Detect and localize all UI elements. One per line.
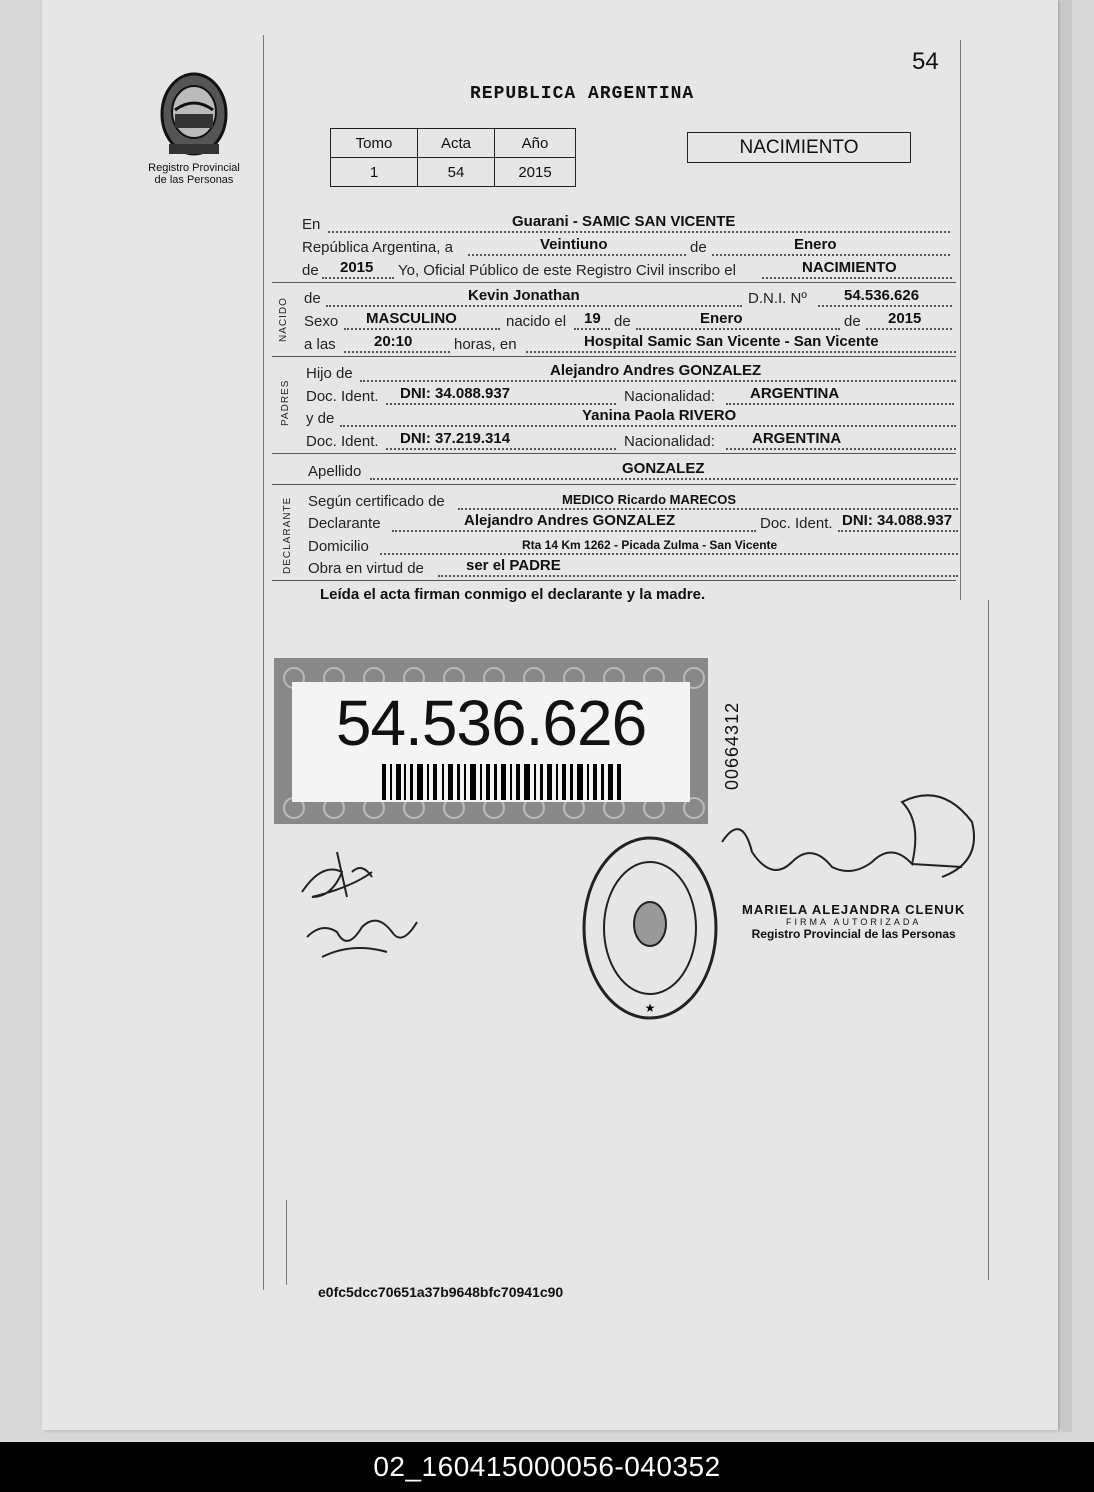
label-doc-ident: Doc. Ident. bbox=[306, 433, 379, 450]
closing-statement: Leída el acta firman conmigo el declarante y la madre. bbox=[320, 586, 706, 603]
value-sex: MASCULINO bbox=[366, 310, 457, 327]
dotted-line bbox=[344, 327, 500, 330]
dotted-line bbox=[726, 447, 956, 450]
registry-name-line1: Registro Provincial bbox=[148, 162, 240, 174]
header-ano: Año bbox=[495, 129, 576, 158]
header-tomo: Tomo bbox=[331, 129, 418, 158]
authority-office: Registro Provincial de las Personas bbox=[751, 927, 956, 941]
label-y-de: y de bbox=[306, 410, 335, 427]
barcode-panel bbox=[292, 682, 690, 802]
label-dni: D.N.I. Nº bbox=[748, 290, 807, 307]
value-mother-nationality: ARGENTINA bbox=[752, 430, 842, 447]
sheet-edge bbox=[1062, 0, 1072, 1432]
row-certificate bbox=[308, 490, 958, 512]
dotted-line bbox=[712, 253, 950, 256]
dotted-line bbox=[326, 304, 742, 307]
registry-seal-icon bbox=[580, 832, 720, 1024]
value-acta: 54 bbox=[418, 158, 495, 187]
record-table bbox=[330, 128, 576, 187]
value-address: Rta 14 Km 1262 - Picada Zulma - San Vicente bbox=[522, 538, 778, 552]
id-barcode-label bbox=[274, 658, 708, 824]
section-divider bbox=[272, 453, 956, 454]
value-tomo: 1 bbox=[331, 158, 418, 187]
label-domicilio: Domicilio bbox=[308, 538, 369, 555]
label-apellido: Apellido bbox=[308, 463, 362, 480]
coat-of-arms-icon bbox=[151, 66, 237, 158]
value-declarant-doc: DNI: 34.088.937 bbox=[842, 512, 953, 529]
page-number: 54 bbox=[912, 48, 939, 75]
row-place bbox=[302, 213, 950, 235]
label-doc-ident-decl: Doc. Ident. bbox=[760, 515, 833, 532]
label-hijo-de: Hijo de bbox=[306, 365, 353, 382]
header-acta: Acta bbox=[418, 129, 495, 158]
dotted-line bbox=[438, 574, 958, 577]
label-de-year: de bbox=[302, 262, 319, 279]
label-sexo: Sexo bbox=[304, 313, 339, 330]
row-surname bbox=[308, 460, 958, 482]
authority-signature-icon bbox=[712, 782, 984, 908]
value-birth-place: Hospital Samic San Vicente - San Vicente bbox=[584, 333, 879, 350]
dotted-line bbox=[636, 327, 840, 330]
value-capacity: ser el PADRE bbox=[466, 557, 561, 574]
row-capacity bbox=[308, 557, 958, 579]
right-margin-line bbox=[960, 40, 961, 600]
value-child-name: Kevin Jonathan bbox=[468, 287, 580, 304]
label-yo-oficial: Yo, Oficial Público de este Registro Civil inscribo el bbox=[398, 262, 736, 279]
province-logo bbox=[142, 66, 246, 186]
label-doc-ident: Doc. Ident. bbox=[306, 388, 379, 405]
svg-text:★: ★ bbox=[644, 1001, 656, 1015]
value-ano: 2015 bbox=[495, 158, 576, 187]
row-date bbox=[302, 236, 950, 258]
inner-margin-line bbox=[286, 1200, 287, 1285]
dotted-line bbox=[838, 529, 958, 532]
value-mother-name: Yanina Paola RIVERO bbox=[582, 407, 737, 424]
dotted-line bbox=[818, 304, 952, 307]
dotted-line bbox=[370, 477, 958, 480]
label-horas-en: horas, en bbox=[454, 336, 517, 353]
dotted-line bbox=[386, 402, 616, 405]
label-republica: República Argentina, a bbox=[302, 239, 453, 256]
section-divider bbox=[272, 356, 956, 357]
value-father-name: Alejandro Andres GONZALEZ bbox=[550, 362, 762, 379]
value-declarant: Alejandro Andres GONZALEZ bbox=[464, 512, 676, 529]
row-father-doc bbox=[306, 385, 954, 407]
dotted-line bbox=[458, 507, 958, 510]
value-birth-time: 20:10 bbox=[374, 333, 413, 350]
dotted-line bbox=[344, 350, 450, 353]
section-divider bbox=[272, 580, 956, 581]
label-serial-number: 00664312 bbox=[722, 701, 742, 790]
document-title: REPUBLICA ARGENTINA bbox=[470, 84, 695, 104]
dotted-line bbox=[726, 402, 954, 405]
row-address bbox=[308, 535, 958, 557]
registry-name-line2: de las Personas bbox=[154, 174, 234, 186]
dotted-line bbox=[360, 379, 956, 382]
value-birth-month: Enero bbox=[700, 310, 743, 327]
dotted-line bbox=[468, 253, 686, 256]
row-declarant bbox=[308, 512, 958, 534]
dotted-line bbox=[380, 552, 958, 555]
label-en: En bbox=[302, 216, 321, 233]
value-day-words: Veintiuno bbox=[540, 236, 608, 253]
value-father-nationality: ARGENTINA bbox=[750, 385, 840, 402]
dotted-line bbox=[328, 230, 950, 233]
row-father-name bbox=[306, 362, 956, 384]
section-divider bbox=[272, 484, 956, 485]
label-obra: Obra en virtud de bbox=[308, 560, 424, 577]
label-de-month: de bbox=[690, 239, 707, 256]
authority-block bbox=[742, 902, 965, 941]
dotted-line bbox=[866, 327, 952, 330]
label-de-dm: de bbox=[614, 313, 631, 330]
declarant-signature-icon bbox=[292, 842, 432, 972]
value-place: Guarani - SAMIC SAN VICENTE bbox=[512, 213, 736, 230]
section-label-nacido: NACIDO bbox=[278, 297, 289, 342]
value-month: Enero bbox=[794, 236, 837, 253]
label-de-name: de bbox=[304, 290, 321, 307]
value-surname: GONZALEZ bbox=[622, 460, 705, 477]
authority-role: FIRMA AUTORIZADA bbox=[785, 917, 922, 927]
label-a-las: a las bbox=[304, 336, 336, 353]
value-father-doc: DNI: 34.088.937 bbox=[400, 385, 511, 402]
dotted-line bbox=[762, 276, 952, 279]
document-type-box: NACIMIENTO bbox=[687, 132, 911, 163]
scan-caption: 02_160415000056-040352 bbox=[0, 1442, 1094, 1492]
barcode-number: 54.536.626 bbox=[335, 687, 647, 759]
row-time-place bbox=[304, 333, 956, 355]
dotted-line bbox=[392, 529, 756, 532]
dotted-line bbox=[386, 447, 616, 450]
dotted-line bbox=[526, 350, 956, 353]
label-de-y: de bbox=[844, 313, 861, 330]
value-certificate: MEDICO Ricardo MARECOS bbox=[562, 492, 737, 507]
row-child-name bbox=[304, 287, 952, 309]
section-divider bbox=[272, 282, 956, 283]
value-child-dni: 54.536.626 bbox=[844, 287, 920, 304]
row-mother-doc bbox=[306, 430, 956, 452]
dotted-line bbox=[322, 276, 394, 279]
dotted-line bbox=[340, 424, 956, 427]
document-hash: e0fc5dcc70651a37b9648bfc70941c90 bbox=[318, 1284, 564, 1300]
value-birth-year: 2015 bbox=[888, 310, 922, 327]
label-nacido-el: nacido el bbox=[506, 313, 567, 330]
value-birth-day: 19 bbox=[584, 310, 601, 327]
value-year: 2015 bbox=[340, 259, 374, 276]
right-margin-line-lower bbox=[988, 600, 989, 1280]
label-nacionalidad: Nacionalidad: bbox=[624, 433, 715, 450]
label-nacionalidad: Nacionalidad: bbox=[624, 388, 715, 405]
section-label-padres: PADRES bbox=[280, 379, 291, 426]
value-mother-doc: DNI: 37.219.314 bbox=[400, 430, 511, 447]
row-mother-name bbox=[306, 407, 956, 429]
value-event: NACIMIENTO bbox=[802, 259, 897, 276]
left-margin-line bbox=[263, 35, 264, 1290]
label-declarante: Declarante bbox=[308, 515, 381, 532]
barcode-icon bbox=[382, 764, 622, 800]
dotted-line bbox=[574, 327, 610, 330]
label-segun: Según certificado de bbox=[308, 493, 445, 510]
row-event bbox=[302, 259, 952, 281]
row-sex-birth bbox=[304, 310, 952, 332]
authority-name: MARIELA ALEJANDRA CLENUK bbox=[742, 902, 966, 917]
section-label-declarante: DECLARANTE bbox=[282, 496, 293, 574]
